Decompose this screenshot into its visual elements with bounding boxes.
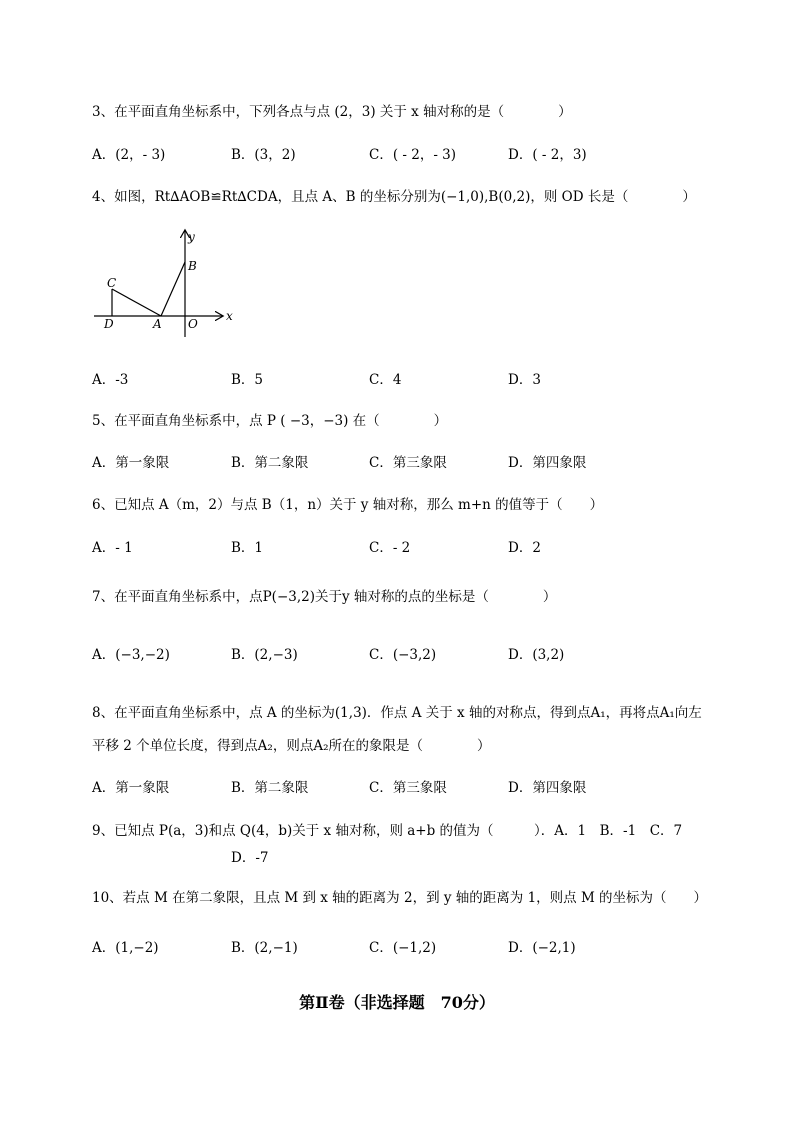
question-10-option-a: A．(1,−2) bbox=[92, 940, 159, 956]
question-6-stem: 6、已知点 A（m，2）与点 B（1，n）关于 y 轴对称，那么 m+n 的值等于（ ） bbox=[92, 497, 604, 513]
question-4-option-d: D．3 bbox=[508, 372, 541, 388]
question-6-option-a: A．- 1 bbox=[92, 540, 133, 556]
question-4-option-a: A．-3 bbox=[92, 372, 129, 388]
question-10-option-d: D．(−2,1) bbox=[508, 940, 576, 956]
question-8-option-b: B．第二象限 bbox=[231, 780, 309, 796]
question-8-stem: 8、在平面直角坐标系中，点 A 的坐标为(1,3)．作点 A 关于 x 轴的对称点，得到点A₁，再将点A₁向左 bbox=[92, 705, 702, 721]
question-4-option-c: C．4 bbox=[369, 372, 402, 388]
segment-ca bbox=[112, 289, 161, 316]
label-c: C bbox=[107, 276, 117, 290]
question-9-option-d: D．-7 bbox=[231, 850, 269, 866]
label-a: A bbox=[153, 317, 162, 331]
question-5-option-c: C．第三象限 bbox=[369, 455, 447, 471]
question-6-option-b: B．1 bbox=[231, 540, 264, 556]
label-b: B bbox=[188, 259, 197, 273]
question-7-option-a: A．(−3,−2) bbox=[92, 647, 170, 663]
question-8-option-a: A．第一象限 bbox=[92, 780, 170, 796]
question-6-option-d: D．2 bbox=[508, 540, 541, 556]
section-heading: 第Ⅱ卷（非选择题 70分） bbox=[299, 993, 495, 1012]
question-5-option-a: A．第一象限 bbox=[92, 455, 170, 471]
label-d: D bbox=[104, 317, 114, 331]
question-3-option-a: A．(2，- 3) bbox=[92, 147, 166, 163]
question-4-stem: 4、如图，Rt∆AOB≌Rt∆CDA，且点 A、B 的坐标分别为(−1,0),B(0,2)，则 OD 长是（ ） bbox=[92, 189, 696, 205]
segment-ab bbox=[161, 262, 185, 316]
question-3-option-d: D．( - 2，3) bbox=[508, 147, 587, 163]
question-7-stem: 7、在平面直角坐标系中，点P(−3,2)关于y 轴对称的点的坐标是（ ） bbox=[92, 589, 557, 605]
question-8-stem-line-2: 平移 2 个单位长度，得到点A₂，则点A₂所在的象限是（ ） bbox=[92, 738, 491, 754]
question-3-option-b: B．(3，2) bbox=[231, 147, 296, 163]
question-4-figure bbox=[92, 225, 252, 345]
question-6-option-c: C．- 2 bbox=[369, 540, 411, 556]
label-y: y bbox=[188, 230, 195, 244]
question-7-option-b: B．(2,−3) bbox=[231, 647, 298, 663]
question-7-option-d: D．(3,2) bbox=[508, 647, 565, 663]
question-7-option-c: C．(−3,2) bbox=[369, 647, 437, 663]
question-9-stem: 9、已知点 P(a，3)和点 Q(4，b)关于 x 轴对称，则 a+b 的值为（ ）．A．1 B．-1 C．7 bbox=[92, 823, 683, 839]
question-10-stem: 10、若点 M 在第二象限，且点 M 到 x 轴的距离为 2，到 y 轴的距离为 1，则点 M 的坐标为（ ） bbox=[92, 890, 708, 906]
question-5-option-b: B．第二象限 bbox=[231, 455, 309, 471]
question-8-option-c: C．第三象限 bbox=[369, 780, 447, 796]
question-3-stem: 3、在平面直角坐标系中，下列各点与点 (2，3) 关于 x 轴对称的是（ ） bbox=[92, 104, 572, 120]
question-5-stem: 5、在平面直角坐标系中，点 P ( −3，−3) 在（ ） bbox=[92, 413, 448, 429]
question-10-option-c: C．(−1,2) bbox=[369, 940, 437, 956]
question-5-option-d: D．第四象限 bbox=[508, 455, 587, 471]
question-8-option-d: D．第四象限 bbox=[508, 780, 587, 796]
question-3-option-c: C．( - 2，- 3) bbox=[369, 147, 457, 163]
label-x: x bbox=[226, 309, 233, 323]
question-4-option-b: B．5 bbox=[231, 372, 264, 388]
question-10-option-b: B．(2,−1) bbox=[231, 940, 298, 956]
label-o: O bbox=[188, 317, 198, 331]
